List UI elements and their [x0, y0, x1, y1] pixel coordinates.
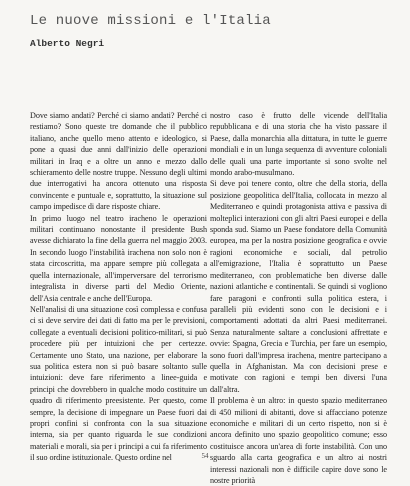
left-column	[30, 110, 207, 464]
paragraph: Nell'analisi di una situazione così complessa e confusa ci si deve servire dei dati di fatto ma per le previsioni, collegate a eventuali decisioni politico-militari, si può procedere più per intuizioni che per certezze. Certamente uno Stato, una nazione, per elaborare la sua politica estera non si può basare soltanto sulle intuizioni: deve fare riferimento a linee-guida e principi che dovrebbero in qualche modo costituire un quadro di riferimento preesistente. Per questo, come sempre, la decisione di impegnare un Paese fuori dai propri confini si confronta con la sua situazione interna, sia per quanto riguarda le sue condizioni materiali e morali, sia per i principi a cui fa riferimento il suo ordine istituzionale. Questo ordine nel	[30, 304, 207, 463]
paragraph: Si deve poi tenere conto, oltre che della storia, della posizione geopolitica dell'Italia, collocata in mezzo al Mediterraneo e quindi protagonista attiva e passiva di molteplici interazioni con gli altri Paesi europei e della sponda sud. Siamo un Paese fondatore della Comunità europea, ma per la nostra posizione geografica e ovvie ragioni economiche e sociali, dal petrolio all'emigrazione, l'Italia è soprattutto un Paese mediterraneo, con problematiche ben diverse dalle nazioni atlantiche e continentali. Se quindi si vogliono fare paragoni e confronti sulla politica estera, i paralleli più evidenti sono con le decisioni e i comportamenti adottati da altri Paesi mediterranei. Senza naturalmente saltare a conclusioni affrettate e ovvie: Spagna, Grecia e Turchia, per fare un esempio, sono fuori dall'impresa irachena, mentre partecipano a quella in Afghanistan. Ma con decisioni prese e motivate con ragioni e tempi ben diversi l'una dall'altra.	[210, 179, 387, 394]
paragraph: nostro caso è frutto delle vicende dell'Italia repubblicana e di una storia che ha visto passare il Paese, dalla monarchia alla dittatura, in tutte le guerre mondiali e in un lunga sequenza di avventure coloniali delle quali una parte importante si sono svolte nel mondo arabo-musulmano.	[210, 111, 387, 178]
paragraph: In primo luogo nel teatro iracheno le operazioni militari continuano nonostante il presidente Bush avesse dichiarato la fine della guerra nel maggio 2003. In secondo luogo l'instabilità irachena non solo non è stata circoscritta, ma appare sempre più collegata a quella internazionale, all'imperversare del terrorismo integralista in diverse parti del Medio Oriente, dell'Asia centrale e anche dell'Europa.	[30, 213, 207, 303]
paragraph: Dove siamo andati? Perché ci siamo andati? Perché ci restiamo? Sono queste tre domande che il pubblico italiano, anche quello meno attento e ideologico, si pone a quasi due anni dall'inizio delle operazioni militari in Iraq e a oltre un anno e mezzo dallo schieramento delle nostre truppe. Nessuno degli ultimi due interrogativi ha ancora ottenuto una risposta convincente e puntuale e, soprattutto, la situazione sul campo impedisce di dare risposte chiare.	[30, 111, 207, 212]
article-title: Le nuove missioni e l'Italia	[30, 13, 271, 29]
right-column	[210, 110, 387, 486]
paragraph: Il problema è un altro: in questo spazio mediterraneo di 450 milioni di abitanti, dove si affacciano potenze economiche e militari di un certo rispetto, non si è ancora definito uno spazio geopolitico comune; esso costituisce ancora un'area di forte instabilità. Con uno sguardo alla carta geografica e un altro ai nostri interessi nazionali non è difficile capire dove sono le nostre priorità	[210, 396, 387, 485]
article-author: Alberto Negri	[30, 38, 105, 49]
page-number: 54	[201, 452, 209, 460]
